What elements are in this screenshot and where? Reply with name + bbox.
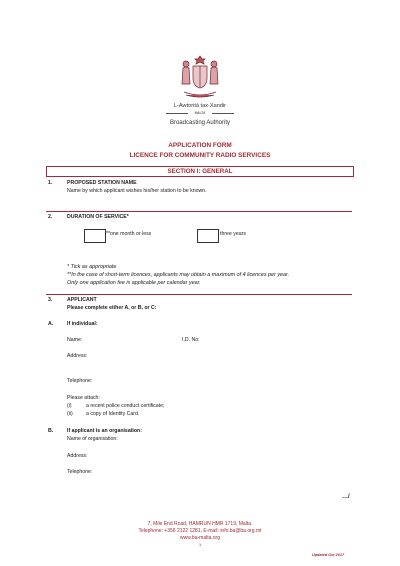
q3-description: Please complete either A, or B, or C: xyxy=(67,305,157,311)
part-b-letter: B. xyxy=(48,428,54,434)
name-field-label: Name: xyxy=(67,337,83,343)
q1-description: Name by which applicant wishes his/her station to be known. xyxy=(67,188,207,194)
part-a-letter: A. xyxy=(48,321,54,327)
note-tick: * Tick as appropriate xyxy=(67,264,117,270)
footer-contact: Telephone: +356 2122 1281, E-mail: info.ba@ba.org.mt xyxy=(138,528,262,534)
org-name: L-Awtorità tax-Xandir xyxy=(173,103,227,109)
section-header: SECTION I: GENERAL xyxy=(46,166,354,177)
country-label: MALTA xyxy=(194,111,206,115)
part-a-title: If individual: xyxy=(67,321,98,327)
divider xyxy=(46,294,352,295)
organisation-address-label: Address: xyxy=(67,453,88,459)
attach-label: Please attach: xyxy=(67,395,100,401)
continued-mark: …/ xyxy=(342,494,350,500)
form-subtitle: LICENCE FOR COMMUNITY RADIO SERVICES xyxy=(129,152,271,159)
telephone-field-label: Telephone: xyxy=(67,378,93,384)
note-short-term: **In the case of short-term licences, applicants may obtain a maximum of 4 licences per year. xyxy=(67,272,290,278)
divider xyxy=(166,113,188,114)
q2-number: 2. xyxy=(48,214,53,220)
three-years-label: three years xyxy=(220,231,246,237)
footer-website: www.ba-malta.org xyxy=(179,535,220,541)
coat-of-arms-logo xyxy=(178,52,222,100)
organisation-telephone-label: Telephone: xyxy=(67,469,93,475)
q2-title: DURATION OF SERVICE* xyxy=(67,214,129,220)
organisation-name-label: Name of organisation: xyxy=(67,436,118,442)
one-month-label: **one month or less xyxy=(106,231,152,237)
part-b-title: If applicant is an organisation: xyxy=(67,428,142,434)
org-name-english: Broadcasting Authority xyxy=(169,120,231,126)
address-field-label: Address: xyxy=(67,353,88,359)
divider xyxy=(212,113,234,114)
attach-item-number: (i) xyxy=(67,403,72,409)
attach-item-number: (ii) xyxy=(67,411,73,417)
divider xyxy=(46,211,352,212)
id-number-label: I.D. No: xyxy=(182,337,200,343)
footer-address: 7, Mile End Road, HAMRUN HMR 1719, Malta. xyxy=(147,521,253,527)
note-fee: Only one application fee is applicable per calendar year. xyxy=(67,280,201,286)
updated-date: Updated Oct 2017 xyxy=(312,553,345,557)
q1-number: 1. xyxy=(48,180,53,186)
form-title: APPLICATION FORM xyxy=(168,142,232,149)
page-number: 1 xyxy=(198,543,202,547)
one-month-checkbox[interactable] xyxy=(84,229,106,243)
attach-item-id-card: a copy of Identity Card. xyxy=(86,411,140,417)
country-rule xyxy=(166,111,234,116)
three-years-checkbox[interactable] xyxy=(197,229,219,243)
attach-item-police: a recent police conduct certificate; xyxy=(86,403,165,409)
q3-title: APPLICANT xyxy=(67,297,97,303)
q3-number: 3. xyxy=(48,297,53,303)
q1-title: PROPOSED STATION NAME xyxy=(67,180,137,186)
